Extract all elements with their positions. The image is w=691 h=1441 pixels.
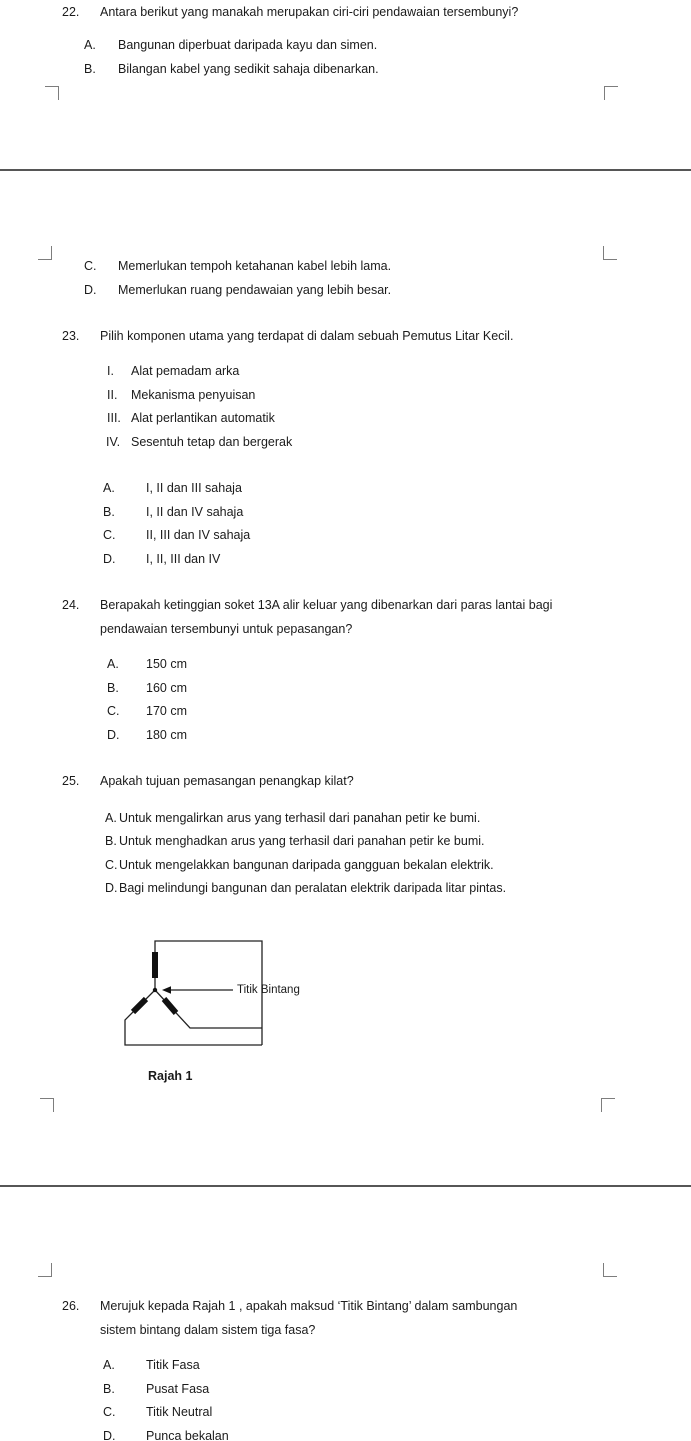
- q23-option-c-text: II, III dan IV sahaja: [146, 528, 251, 542]
- q23-statement-ii-label: II.: [107, 388, 118, 402]
- q24-option-d-text: 180 cm: [146, 728, 187, 742]
- q25-option-d-text: Bagi melindungi bangunan dan peralatan elektrik daripada litar pintas.: [119, 881, 507, 895]
- margin-crop-mark: [40, 1098, 54, 1112]
- q26-text-line1: Merujuk kepada Rajah 1 , apakah maksud ‘Titik Bintang’ dalam sambungan: [100, 1299, 518, 1313]
- q23-statement-iv-text: Sesentuh tetap dan bergerak: [131, 435, 293, 449]
- q23-option-b-label: B.: [103, 505, 115, 519]
- q24-text-line1: Berapakah ketinggian soket 13A alir keluar yang dibenarkan dari paras lantai bagi: [100, 598, 553, 612]
- q25-text: Apakah tujuan pemasangan penangkap kilat?: [100, 774, 354, 788]
- q26-option-d-text: Punca bekalan: [146, 1429, 229, 1441]
- q22-option-b-label: B.: [84, 62, 96, 76]
- q22-option-a-label: A.: [84, 38, 96, 52]
- q25-option-c-text: Untuk mengelakkan bangunan daripada gangguan bekalan elektrik.: [119, 858, 494, 872]
- q23-option-a-label: A.: [103, 481, 115, 495]
- q25-number: 25.: [62, 774, 80, 788]
- q26-text-line2: sistem bintang dalam sistem tiga fasa?: [100, 1323, 316, 1337]
- q24-option-b-label: B.: [107, 681, 119, 695]
- q23-text: Pilih komponen utama yang terdapat di dalam sebuah Pemutus Litar Kecil.: [100, 329, 514, 343]
- q22-option-c-text: Memerlukan tempoh ketahanan kabel lebih lama.: [118, 259, 392, 273]
- q25-option-d-label: D.: [105, 881, 118, 895]
- q23-option-c-label: C.: [103, 528, 116, 542]
- q25-option-a-label: A.: [105, 811, 117, 825]
- q22-option-d-text: Memerlukan ruang pendawaian yang lebih besar.: [118, 283, 392, 297]
- q26-number: 26.: [62, 1299, 80, 1313]
- q24-option-b-text: 160 cm: [146, 681, 187, 695]
- q26-option-a-label: A.: [103, 1358, 115, 1372]
- q23-option-a-text: I, II dan III sahaja: [146, 481, 242, 495]
- q26-option-b-text: Pusat Fasa: [146, 1382, 210, 1396]
- q24-option-c-text: 170 cm: [146, 704, 187, 718]
- margin-crop-mark: [45, 86, 59, 100]
- q24-option-d-label: D.: [107, 728, 120, 742]
- q23-number: 23.: [62, 329, 80, 343]
- q26-option-c-text: Titik Neutral: [146, 1405, 213, 1419]
- margin-crop-mark: [38, 246, 52, 260]
- margin-crop-mark: [38, 1263, 52, 1277]
- q25-option-b-label: B.: [105, 834, 117, 848]
- page-break-line: [0, 169, 691, 171]
- q23-statement-iv-label: IV.: [106, 435, 121, 449]
- q23-statement-iii-label: III.: [107, 411, 121, 425]
- q24-option-c-label: C.: [107, 704, 120, 718]
- q26-option-d-label: D.: [103, 1429, 116, 1441]
- q23-statement-ii-text: Mekanisma penyuisan: [131, 388, 256, 402]
- q22-option-d-label: D.: [84, 283, 97, 297]
- q26-option-b-label: B.: [103, 1382, 115, 1396]
- margin-crop-mark: [604, 86, 618, 100]
- margin-crop-mark: [601, 1098, 615, 1112]
- q23-option-d-label: D.: [103, 552, 116, 566]
- q26-option-c-label: C.: [103, 1405, 116, 1419]
- q23-statement-iii-text: Alat perlantikan automatik: [131, 411, 275, 425]
- q25-option-a-text: Untuk mengalirkan arus yang terhasil dari panahan petir ke bumi.: [119, 811, 481, 825]
- q23-option-b-text: I, II dan IV sahaja: [146, 505, 244, 519]
- q24-text-line2: pendawaian tersembunyi untuk pepasangan?: [100, 622, 353, 636]
- q23-statement-i-text: Alat pemadam arka: [131, 364, 240, 378]
- q23-statement-i-label: I.: [107, 364, 114, 378]
- q24-option-a-label: A.: [107, 657, 119, 671]
- figure-pointer-label: Titik Bintang: [237, 984, 300, 996]
- q26-option-a-text: Titik Fasa: [146, 1358, 200, 1372]
- q22-option-b-text: Bilangan kabel yang sedikit sahaja dibenarkan.: [118, 62, 379, 76]
- pointer-arrow: [162, 986, 233, 993]
- star-point-dot: [153, 988, 157, 992]
- margin-crop-mark: [603, 1263, 617, 1277]
- q22-option-a-text: Bangunan diperbuat daripada kayu dan simen.: [118, 38, 378, 52]
- q23-option-d-text: I, II, III dan IV: [146, 552, 221, 566]
- figure-caption: Rajah 1: [148, 1069, 193, 1083]
- q25-option-c-label: C.: [105, 858, 118, 872]
- q22-number: 22.: [62, 5, 80, 19]
- q24-option-a-text: 150 cm: [146, 657, 187, 671]
- margin-crop-mark: [603, 246, 617, 260]
- q22-option-c-label: C.: [84, 259, 97, 273]
- q22-text: Antara berikut yang manakah merupakan ciri-ciri pendawaian tersembunyi?: [100, 5, 519, 19]
- page-break-line: [0, 1185, 691, 1187]
- q24-number: 24.: [62, 598, 80, 612]
- q25-option-b-text: Untuk menghadkan arus yang terhasil dari panahan petir ke bumi.: [119, 834, 485, 848]
